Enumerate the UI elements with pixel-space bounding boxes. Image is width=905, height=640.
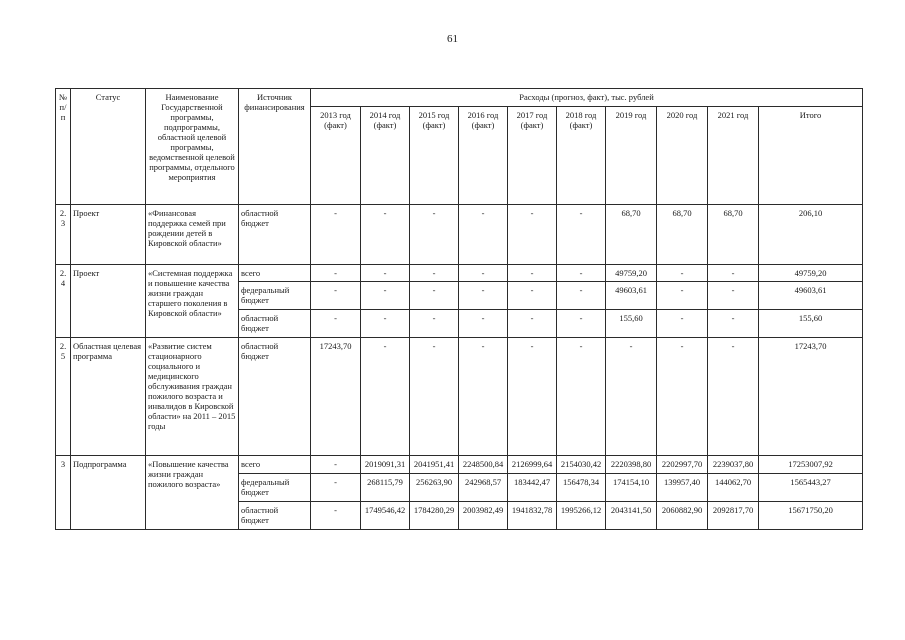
value-cell: - (708, 338, 759, 456)
value-cell: 2060882,90 (657, 502, 708, 530)
header-year: 2018 год (факт) (557, 107, 606, 205)
header-name: Наименование Государственной программы, подпрограммы, областной целевой программы, ведомственной целевой программы, отдельного мероприятия (146, 89, 239, 205)
value-cell: 17243,70 (311, 338, 361, 456)
row-name: «Финансовая поддержка семей при рождении детей в Кировской области» (146, 205, 239, 265)
value-cell: 1941832,78 (508, 502, 557, 530)
value-cell: 155,60 (606, 310, 657, 338)
value-cell: - (410, 282, 459, 310)
header-status: Статус (71, 89, 146, 205)
row-name: «Развитие систем стационарного социального и медицинского обслуживания граждан пожилого возраста и инвалидов в Кировской области» на 2011 – 2015 годы (146, 338, 239, 456)
value-cell: 174154,10 (606, 474, 657, 502)
value-cell: 242968,57 (459, 474, 508, 502)
value-cell: - (657, 338, 708, 456)
value-cell: 156478,34 (557, 474, 606, 502)
value-cell: 155,60 (759, 310, 863, 338)
header-expenses: Расходы (прогноз, факт), тыс. рублей (311, 89, 863, 107)
page-number: 61 (447, 33, 458, 45)
value-cell: 68,70 (657, 205, 708, 265)
value-cell: - (708, 310, 759, 338)
value-cell: 268115,79 (361, 474, 410, 502)
value-cell: - (361, 338, 410, 456)
value-cell: 2092817,70 (708, 502, 759, 530)
value-cell: - (557, 265, 606, 282)
row-num: 2.3 (56, 205, 71, 265)
budget-table (55, 88, 863, 530)
value-cell: 2248500,84 (459, 456, 508, 474)
value-cell: - (311, 502, 361, 530)
value-cell: - (311, 205, 361, 265)
value-cell: 17253007,92 (759, 456, 863, 474)
value-cell: 68,70 (606, 205, 657, 265)
header-year: Итого (759, 107, 863, 205)
row-source: всего (239, 456, 311, 474)
value-cell: - (508, 310, 557, 338)
value-cell: - (708, 265, 759, 282)
value-cell: 2239037,80 (708, 456, 759, 474)
value-cell: - (410, 338, 459, 456)
header-source: Источник финансирования (239, 89, 311, 205)
table-row (56, 338, 863, 456)
value-cell: - (410, 265, 459, 282)
value-cell: 49759,20 (759, 265, 863, 282)
value-cell: - (508, 265, 557, 282)
header-year: 2021 год (708, 107, 759, 205)
value-cell: - (657, 282, 708, 310)
value-cell: 1995266,12 (557, 502, 606, 530)
value-cell: - (459, 338, 508, 456)
header-num: № п/п (56, 89, 71, 205)
value-cell: 2043141,50 (606, 502, 657, 530)
value-cell: - (410, 310, 459, 338)
value-cell: - (657, 310, 708, 338)
value-cell: 49603,61 (759, 282, 863, 310)
value-cell: - (361, 265, 410, 282)
row-source: всего (239, 265, 311, 282)
value-cell: 2202997,70 (657, 456, 708, 474)
value-cell: - (508, 282, 557, 310)
value-cell: 2041951,41 (410, 456, 459, 474)
row-source: областной бюджет (239, 205, 311, 265)
value-cell: - (459, 265, 508, 282)
value-cell: - (708, 282, 759, 310)
value-cell: 183442,47 (508, 474, 557, 502)
row-source: областной бюджет (239, 502, 311, 530)
value-cell: - (361, 310, 410, 338)
table-header (56, 89, 863, 205)
value-cell: 1565443,27 (759, 474, 863, 502)
header-year: 2013 год (факт) (311, 107, 361, 205)
table-row (56, 265, 863, 282)
value-cell: - (311, 310, 361, 338)
value-cell: 17243,70 (759, 338, 863, 456)
header-year: 2017 год (факт) (508, 107, 557, 205)
value-cell: - (361, 282, 410, 310)
header-year: 2015 год (факт) (410, 107, 459, 205)
row-status: Областная целевая программа (71, 338, 146, 456)
row-name: «Системная поддержка и повышение качества жизни граждан старшего поколения в Кировской области» (146, 265, 239, 338)
header-year: 2019 год (606, 107, 657, 205)
header-year: 2016 год (факт) (459, 107, 508, 205)
value-cell: 2019091,31 (361, 456, 410, 474)
value-cell: - (557, 338, 606, 456)
value-cell: - (361, 205, 410, 265)
value-cell: - (459, 282, 508, 310)
row-source: областной бюджет (239, 338, 311, 456)
table-row (56, 205, 863, 265)
row-name: «Повышение качества жизни граждан пожилого возраста» (146, 456, 239, 530)
value-cell: 1784280,29 (410, 502, 459, 530)
table-body (56, 205, 863, 530)
row-status: Подпрограмма (71, 456, 146, 530)
value-cell: - (311, 474, 361, 502)
value-cell: - (459, 310, 508, 338)
value-cell: - (557, 282, 606, 310)
value-cell: - (311, 265, 361, 282)
value-cell: - (459, 205, 508, 265)
value-cell: 1749546,42 (361, 502, 410, 530)
value-cell: - (606, 338, 657, 456)
row-source: федеральный бюджет (239, 474, 311, 502)
value-cell: 144062,70 (708, 474, 759, 502)
row-num: 2.4 (56, 265, 71, 338)
value-cell: - (557, 310, 606, 338)
value-cell: 2220398,80 (606, 456, 657, 474)
table-row (56, 456, 863, 474)
value-cell: - (508, 205, 557, 265)
value-cell: 15671750,20 (759, 502, 863, 530)
value-cell: 256263,90 (410, 474, 459, 502)
value-cell: 2126999,64 (508, 456, 557, 474)
row-num: 2.5 (56, 338, 71, 456)
value-cell: - (311, 456, 361, 474)
value-cell: 49603,61 (606, 282, 657, 310)
value-cell: 49759,20 (606, 265, 657, 282)
header-year: 2014 год (факт) (361, 107, 410, 205)
row-source: федеральный бюджет (239, 282, 311, 310)
row-status: Проект (71, 205, 146, 265)
value-cell: 2003982,49 (459, 502, 508, 530)
row-status: Проект (71, 265, 146, 338)
value-cell: - (557, 205, 606, 265)
value-cell: 68,70 (708, 205, 759, 265)
value-cell: 2154030,42 (557, 456, 606, 474)
value-cell: - (508, 338, 557, 456)
value-cell: - (311, 282, 361, 310)
row-source: областной бюджет (239, 310, 311, 338)
value-cell: 206,10 (759, 205, 863, 265)
header-year: 2020 год (657, 107, 708, 205)
value-cell: 139957,40 (657, 474, 708, 502)
value-cell: - (410, 205, 459, 265)
row-num: 3 (56, 456, 71, 530)
value-cell: - (657, 265, 708, 282)
